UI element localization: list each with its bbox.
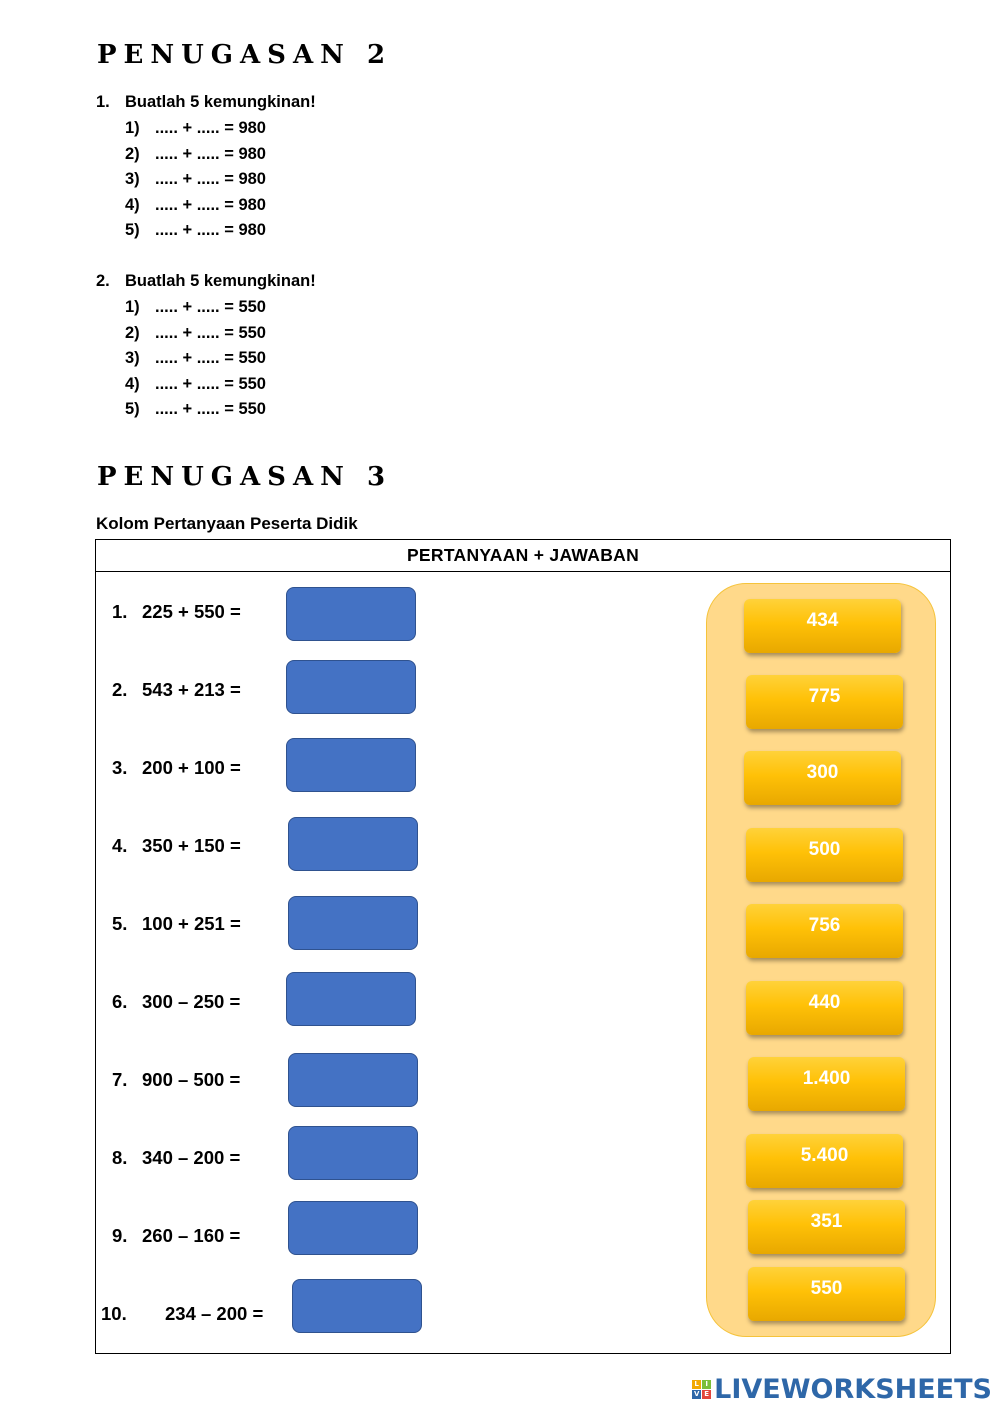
- question-number: 2.: [96, 272, 110, 290]
- item-number: 1): [125, 119, 140, 137]
- item-text: ..... + ..... = 980: [155, 221, 266, 240]
- row-number: 10.: [101, 1303, 127, 1324]
- answer-drop-box-2[interactable]: [286, 660, 416, 714]
- table-row: [112, 1146, 240, 1170]
- row-number: 5.: [112, 913, 128, 934]
- item-text: ..... + ..... = 980: [155, 195, 266, 214]
- question-2: [96, 270, 316, 424]
- item-number: 2): [125, 323, 140, 342]
- item-number: 3): [125, 349, 140, 368]
- question-title: Buatlah 5 kemungkinan!: [125, 93, 316, 111]
- item-text: ..... + ..... = 980: [155, 119, 266, 137]
- row-number: 3.: [112, 757, 128, 778]
- answer-drop-box-8[interactable]: [288, 1126, 418, 1180]
- answer-chip[interactable]: 775: [746, 675, 903, 729]
- item-text: ..... + ..... = 550: [155, 400, 266, 419]
- row-expression: 340 – 200 =: [142, 1147, 241, 1168]
- list-item: [125, 117, 316, 143]
- row-number: 6.: [112, 991, 128, 1012]
- item-text: ..... + ..... = 550: [155, 323, 266, 342]
- list-item: [125, 219, 316, 245]
- item-text: ..... + ..... = 980: [155, 170, 266, 189]
- row-number: 1.: [112, 601, 128, 622]
- table-row: [112, 834, 241, 858]
- item-number: 5): [125, 221, 140, 240]
- table-row: [112, 1224, 240, 1248]
- list-item: [125, 373, 316, 399]
- item-number: 2): [125, 144, 140, 163]
- item-text: ..... + ..... = 980: [155, 144, 266, 163]
- row-expression: 300 – 250 =: [142, 991, 241, 1012]
- question-number: 1.: [96, 93, 110, 111]
- question-items: [125, 296, 316, 424]
- row-expression: 225 + 550 =: [142, 601, 241, 622]
- question-1: [96, 91, 316, 245]
- item-text: ..... + ..... = 550: [155, 349, 266, 368]
- table-caption: Kolom Pertanyaan Peserta Didik: [96, 514, 358, 533]
- list-item: [125, 143, 316, 169]
- table-header: PERTANYAAN + JAWABAN: [96, 540, 950, 572]
- penugasan-2-heading: PENUGASAN 2: [97, 40, 393, 70]
- table-row: [112, 600, 241, 624]
- answer-chip[interactable]: 440: [746, 981, 903, 1035]
- table-row: [112, 678, 241, 702]
- answer-drop-box-6[interactable]: [286, 972, 416, 1026]
- list-item: [125, 168, 316, 194]
- item-text: ..... + ..... = 550: [155, 374, 266, 393]
- item-number: 4): [125, 195, 140, 214]
- list-item: [125, 194, 316, 220]
- table-row: [112, 1068, 240, 1092]
- answer-chip[interactable]: 434: [744, 599, 901, 653]
- list-item: [125, 296, 316, 322]
- list-item: [125, 398, 316, 424]
- answer-chip[interactable]: 550: [748, 1267, 905, 1321]
- question-title: Buatlah 5 kemungkinan!: [125, 272, 316, 290]
- table-row: [101, 1302, 263, 1326]
- answer-drop-box-1[interactable]: [286, 587, 416, 641]
- list-item: [125, 347, 316, 373]
- logo-letter: I: [702, 1380, 711, 1389]
- answer-chip[interactable]: 351: [748, 1200, 905, 1254]
- row-number: 2.: [112, 679, 128, 700]
- item-number: 3): [125, 170, 140, 189]
- row-number: 8.: [112, 1147, 128, 1168]
- item-number: 4): [125, 374, 140, 393]
- penugasan-3-heading: PENUGASAN 3: [97, 462, 393, 492]
- item-text: ..... + ..... = 550: [155, 298, 266, 316]
- answer-chip[interactable]: 5.400: [746, 1134, 903, 1188]
- answer-drop-box-10[interactable]: [292, 1279, 422, 1333]
- answer-drop-box-7[interactable]: [288, 1053, 418, 1107]
- answer-chip[interactable]: 500: [746, 828, 903, 882]
- row-expression: 350 + 150 =: [142, 835, 241, 856]
- question-items: [125, 117, 316, 245]
- row-expression: 100 + 251 =: [142, 913, 241, 934]
- item-number: 5): [125, 400, 140, 419]
- answer-drop-box-5[interactable]: [288, 896, 418, 950]
- brand-text: LIVEWORKSHEETS: [714, 1374, 992, 1405]
- table-row: [112, 912, 241, 936]
- liveworksheets-brand: [692, 1374, 992, 1405]
- row-number: 7.: [112, 1069, 128, 1090]
- row-expression: 260 – 160 =: [142, 1225, 241, 1246]
- logo-letter: E: [702, 1390, 711, 1399]
- answer-drop-box-3[interactable]: [286, 738, 416, 792]
- answer-chip[interactable]: 1.400: [748, 1057, 905, 1111]
- row-expression: 543 + 213 =: [142, 679, 241, 700]
- item-number: 1): [125, 298, 140, 316]
- logo-letter: L: [692, 1380, 701, 1389]
- row-number: 9.: [112, 1225, 128, 1246]
- row-expression: 234 – 200 =: [165, 1303, 264, 1324]
- answer-drop-box-4[interactable]: [288, 817, 418, 871]
- answer-chip[interactable]: 756: [746, 904, 903, 958]
- row-expression: 200 + 100 =: [142, 757, 241, 778]
- row-number: 4.: [112, 835, 128, 856]
- answer-chip[interactable]: 300: [744, 751, 901, 805]
- table-row: [112, 990, 240, 1014]
- liveworksheets-logo-icon: [692, 1380, 711, 1399]
- logo-letter: V: [693, 1390, 700, 1398]
- answer-drop-box-9[interactable]: [288, 1201, 418, 1255]
- table-row: [112, 756, 241, 780]
- row-expression: 900 – 500 =: [142, 1069, 241, 1090]
- list-item: [125, 322, 316, 348]
